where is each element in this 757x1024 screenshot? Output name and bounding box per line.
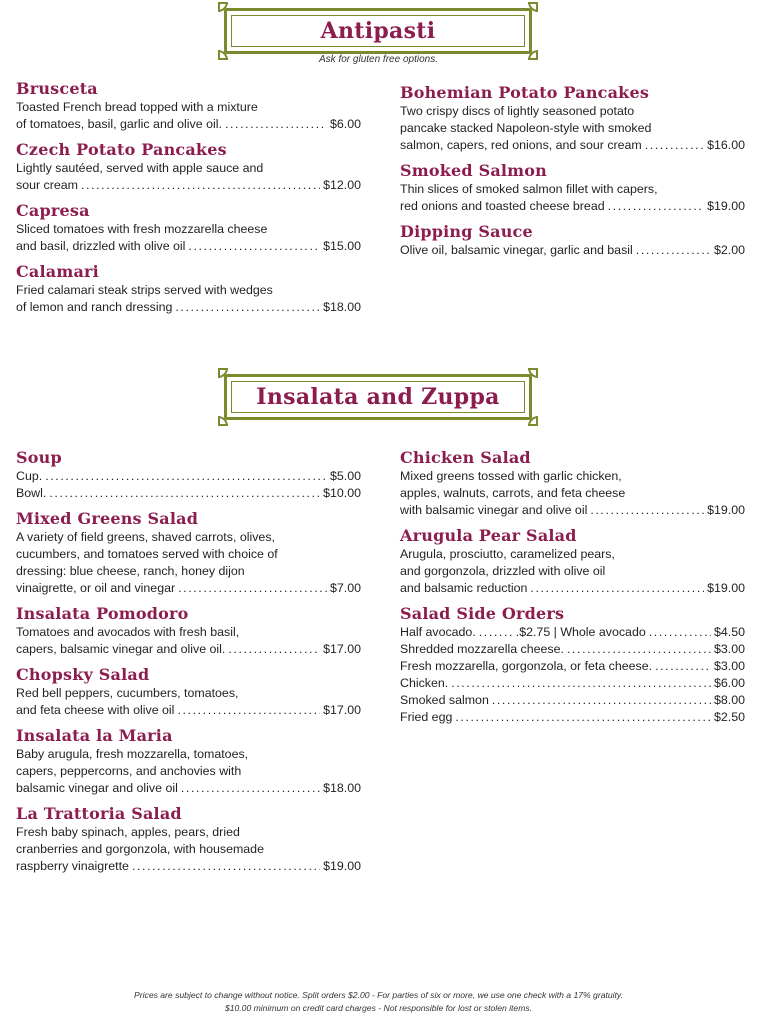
item-description: pancake stacked Napoleon-style with smoked bbox=[400, 121, 652, 135]
leader-dots bbox=[81, 177, 320, 194]
insalata-right-column bbox=[400, 447, 745, 732]
item-description: Two crispy discs of lightly seasoned potato bbox=[400, 104, 635, 118]
ornament-corner bbox=[218, 416, 228, 426]
leader-dots bbox=[608, 198, 704, 215]
item-option: Shredded mozzarella cheese. bbox=[400, 642, 564, 656]
item-price: $19.00 bbox=[707, 581, 745, 595]
item-description: capers, peppercorns, and anchovies with bbox=[16, 764, 242, 778]
item-price: $8.00 bbox=[713, 693, 745, 707]
leader-dots bbox=[132, 858, 320, 875]
menu-item-mixed-greens-salad bbox=[16, 508, 361, 597]
item-name: Mixed Greens Salad bbox=[16, 509, 199, 528]
item-description: dressing: blue cheese, ranch, honey dijon bbox=[16, 564, 245, 578]
leader-dots bbox=[178, 580, 327, 597]
footer-notes bbox=[0, 989, 757, 1015]
ornament-corner bbox=[528, 368, 538, 378]
item-option: Fresh mozzarella, gorgonzola, or feta cheese. bbox=[400, 659, 653, 673]
footer-line: $10.00 minimum on credit card charges - Not responsible for lost or stolen items. bbox=[224, 1003, 533, 1013]
item-description: A variety of field greens, shaved carrots, olives, bbox=[16, 530, 275, 544]
item-option: Smoked salmon bbox=[400, 693, 489, 707]
item-price: $6.00 bbox=[329, 117, 361, 131]
section-title-insalata: Insalata and Zuppa bbox=[256, 384, 500, 410]
item-name: Insalata la Maria bbox=[16, 726, 173, 745]
leader-dots bbox=[225, 116, 327, 133]
item-name: Insalata Pomodoro bbox=[16, 604, 189, 623]
menu-item-insalata-pomodoro bbox=[16, 603, 361, 658]
menu-item-insalata-la-maria bbox=[16, 725, 361, 797]
item-description: Fresh baby spinach, apples, pears, dried bbox=[16, 825, 240, 839]
item-description: and basil, drizzled with olive oil bbox=[16, 239, 186, 253]
item-option: Cup. bbox=[16, 469, 43, 483]
menu-item-capresa bbox=[16, 200, 361, 255]
menu-item-la-trattoria-salad bbox=[16, 803, 361, 875]
item-price: $10.00 bbox=[323, 486, 361, 500]
item-description: Red bell peppers, cucumbers, tomatoes, bbox=[16, 686, 239, 700]
insalata-banner bbox=[224, 374, 532, 420]
leader-dots bbox=[530, 580, 704, 597]
leader-dots bbox=[455, 709, 711, 726]
item-price: $16.00 bbox=[707, 138, 745, 152]
leader-dots bbox=[451, 675, 711, 692]
item-description: apples, walnuts, carrots, and feta cheese bbox=[400, 486, 626, 500]
menu-item-chicken-salad bbox=[400, 447, 745, 519]
leader-dots bbox=[228, 641, 320, 658]
item-price: $19.00 bbox=[707, 199, 745, 213]
item-name: Arugula Pear Salad bbox=[400, 526, 577, 545]
item-description: of lemon and ranch dressing bbox=[16, 300, 173, 314]
item-description: vinaigrette, or oil and vinegar bbox=[16, 581, 176, 595]
item-description: salmon, capers, red onions, and sour cream bbox=[400, 138, 642, 152]
item-name: Smoked Salmon bbox=[400, 161, 548, 180]
leader-dots bbox=[175, 299, 320, 316]
leader-dots bbox=[645, 137, 704, 154]
item-price: $19.00 bbox=[323, 859, 361, 873]
item-description: capers, balsamic vinegar and olive oil. bbox=[16, 642, 226, 656]
item-option: Fried egg bbox=[400, 710, 453, 724]
menu-item-bohemian-potato-pancakes bbox=[400, 82, 745, 154]
leader-dots bbox=[181, 780, 320, 797]
leader-dots bbox=[567, 641, 711, 658]
item-name: Capresa bbox=[16, 201, 90, 220]
item-description: Sliced tomatoes with fresh mozzarella cheese bbox=[16, 222, 268, 236]
leader-dots bbox=[49, 485, 320, 502]
item-name: Czech Potato Pancakes bbox=[16, 140, 227, 159]
item-description: balsamic vinegar and olive oil bbox=[16, 781, 178, 795]
item-description: and balsamic reduction bbox=[400, 581, 528, 595]
item-price: $3.00 bbox=[713, 642, 745, 656]
item-price: $3.00 bbox=[713, 659, 745, 673]
leader-dots bbox=[45, 468, 327, 485]
item-description: Arugula, prosciutto, caramelized pears, bbox=[400, 547, 615, 561]
item-description: and feta cheese with olive oil bbox=[16, 703, 175, 717]
antipasti-left-column bbox=[16, 78, 361, 322]
item-description: red onions and toasted cheese bread bbox=[400, 199, 605, 213]
item-price: $5.00 bbox=[329, 469, 361, 483]
item-price: $15.00 bbox=[323, 239, 361, 253]
item-price: $17.00 bbox=[323, 642, 361, 656]
footer-line: Prices are subject to change without notice. Split orders $2.00 - For parties of six or more, we use one check with a 17% gratuity. bbox=[134, 990, 623, 1000]
item-description: Baby arugula, fresh mozzarella, tomatoes, bbox=[16, 747, 249, 761]
leader-dots bbox=[188, 238, 320, 255]
menu-item-czech-potato-pancakes bbox=[16, 139, 361, 194]
gluten-free-note: Ask for gluten free options. bbox=[319, 54, 438, 65]
item-description: cucumbers, and tomatoes served with choice of bbox=[16, 547, 278, 561]
item-price: $18.00 bbox=[323, 300, 361, 314]
item-price: $6.00 bbox=[713, 676, 745, 690]
item-name: Brusceta bbox=[16, 79, 98, 98]
antipasti-banner bbox=[224, 8, 532, 54]
item-name: Soup bbox=[16, 448, 62, 467]
menu-item-soup bbox=[16, 447, 361, 502]
item-option: Half avocado. bbox=[400, 625, 476, 639]
leader-dots bbox=[177, 702, 320, 719]
menu-item-calamari bbox=[16, 261, 361, 316]
antipasti-right-column bbox=[400, 82, 745, 265]
item-price: $2.50 bbox=[713, 710, 745, 724]
menu-item-salad-side-orders bbox=[400, 603, 745, 726]
menu-item-dipping-sauce bbox=[400, 221, 745, 259]
item-name: Dipping Sauce bbox=[400, 222, 533, 241]
item-name: Bohemian Potato Pancakes bbox=[400, 83, 650, 102]
item-name: Chopsky Salad bbox=[16, 665, 150, 684]
item-name: La Trattoria Salad bbox=[16, 804, 182, 823]
item-description: of tomatoes, basil, garlic and olive oil. bbox=[16, 117, 222, 131]
item-description: Olive oil, balsamic vinegar, garlic and basil bbox=[400, 243, 633, 257]
item-description: sour cream bbox=[16, 178, 78, 192]
menu-item-chopsky-salad bbox=[16, 664, 361, 719]
item-description: Thin slices of smoked salmon fillet with capers, bbox=[400, 182, 658, 196]
leader-dots bbox=[492, 692, 711, 709]
item-name: Chicken Salad bbox=[400, 448, 531, 467]
item-description: Fried calamari steak strips served with wedges bbox=[16, 283, 273, 297]
menu-item-arugula-pear-salad bbox=[400, 525, 745, 597]
item-description: Tomatoes and avocados with fresh basil, bbox=[16, 625, 240, 639]
item-name: Calamari bbox=[16, 262, 99, 281]
item-description: with balsamic vinegar and olive oil bbox=[400, 503, 588, 517]
item-price: $19.00 bbox=[707, 503, 745, 517]
item-price: $12.00 bbox=[323, 178, 361, 192]
item-price: $7.00 bbox=[329, 581, 361, 595]
ornament-corner bbox=[528, 416, 538, 426]
item-option: Bowl. bbox=[16, 486, 47, 500]
item-price: $2.00 bbox=[713, 243, 745, 257]
item-price: $4.50 bbox=[713, 625, 745, 639]
leader-dots bbox=[655, 658, 711, 675]
leader-dots bbox=[649, 624, 711, 641]
item-description: Mixed greens tossed with garlic chicken, bbox=[400, 469, 622, 483]
menu-item-smoked-salmon bbox=[400, 160, 745, 215]
ornament-corner bbox=[528, 2, 538, 12]
menu-item-brusceta bbox=[16, 78, 361, 133]
item-name: Salad Side Orders bbox=[400, 604, 565, 623]
leader-dots bbox=[636, 242, 711, 259]
item-option: .$2.75 | Whole avocado bbox=[515, 625, 646, 639]
item-description: cranberries and gorgonzola, with housemade bbox=[16, 842, 264, 856]
item-price: $17.00 bbox=[323, 703, 361, 717]
leader-dots bbox=[479, 624, 513, 641]
leader-dots bbox=[590, 502, 704, 519]
item-description: Toasted French bread topped with a mixture bbox=[16, 100, 258, 114]
item-option: Chicken. bbox=[400, 676, 449, 690]
item-description: and gorgonzola, drizzled with olive oil bbox=[400, 564, 606, 578]
insalata-left-column bbox=[16, 447, 361, 881]
section-title-antipasti: Antipasti bbox=[320, 18, 436, 44]
item-price: $18.00 bbox=[323, 781, 361, 795]
item-description: raspberry vinaigrette bbox=[16, 859, 129, 873]
item-description: Lightly sautéed, served with apple sauce and bbox=[16, 161, 264, 175]
